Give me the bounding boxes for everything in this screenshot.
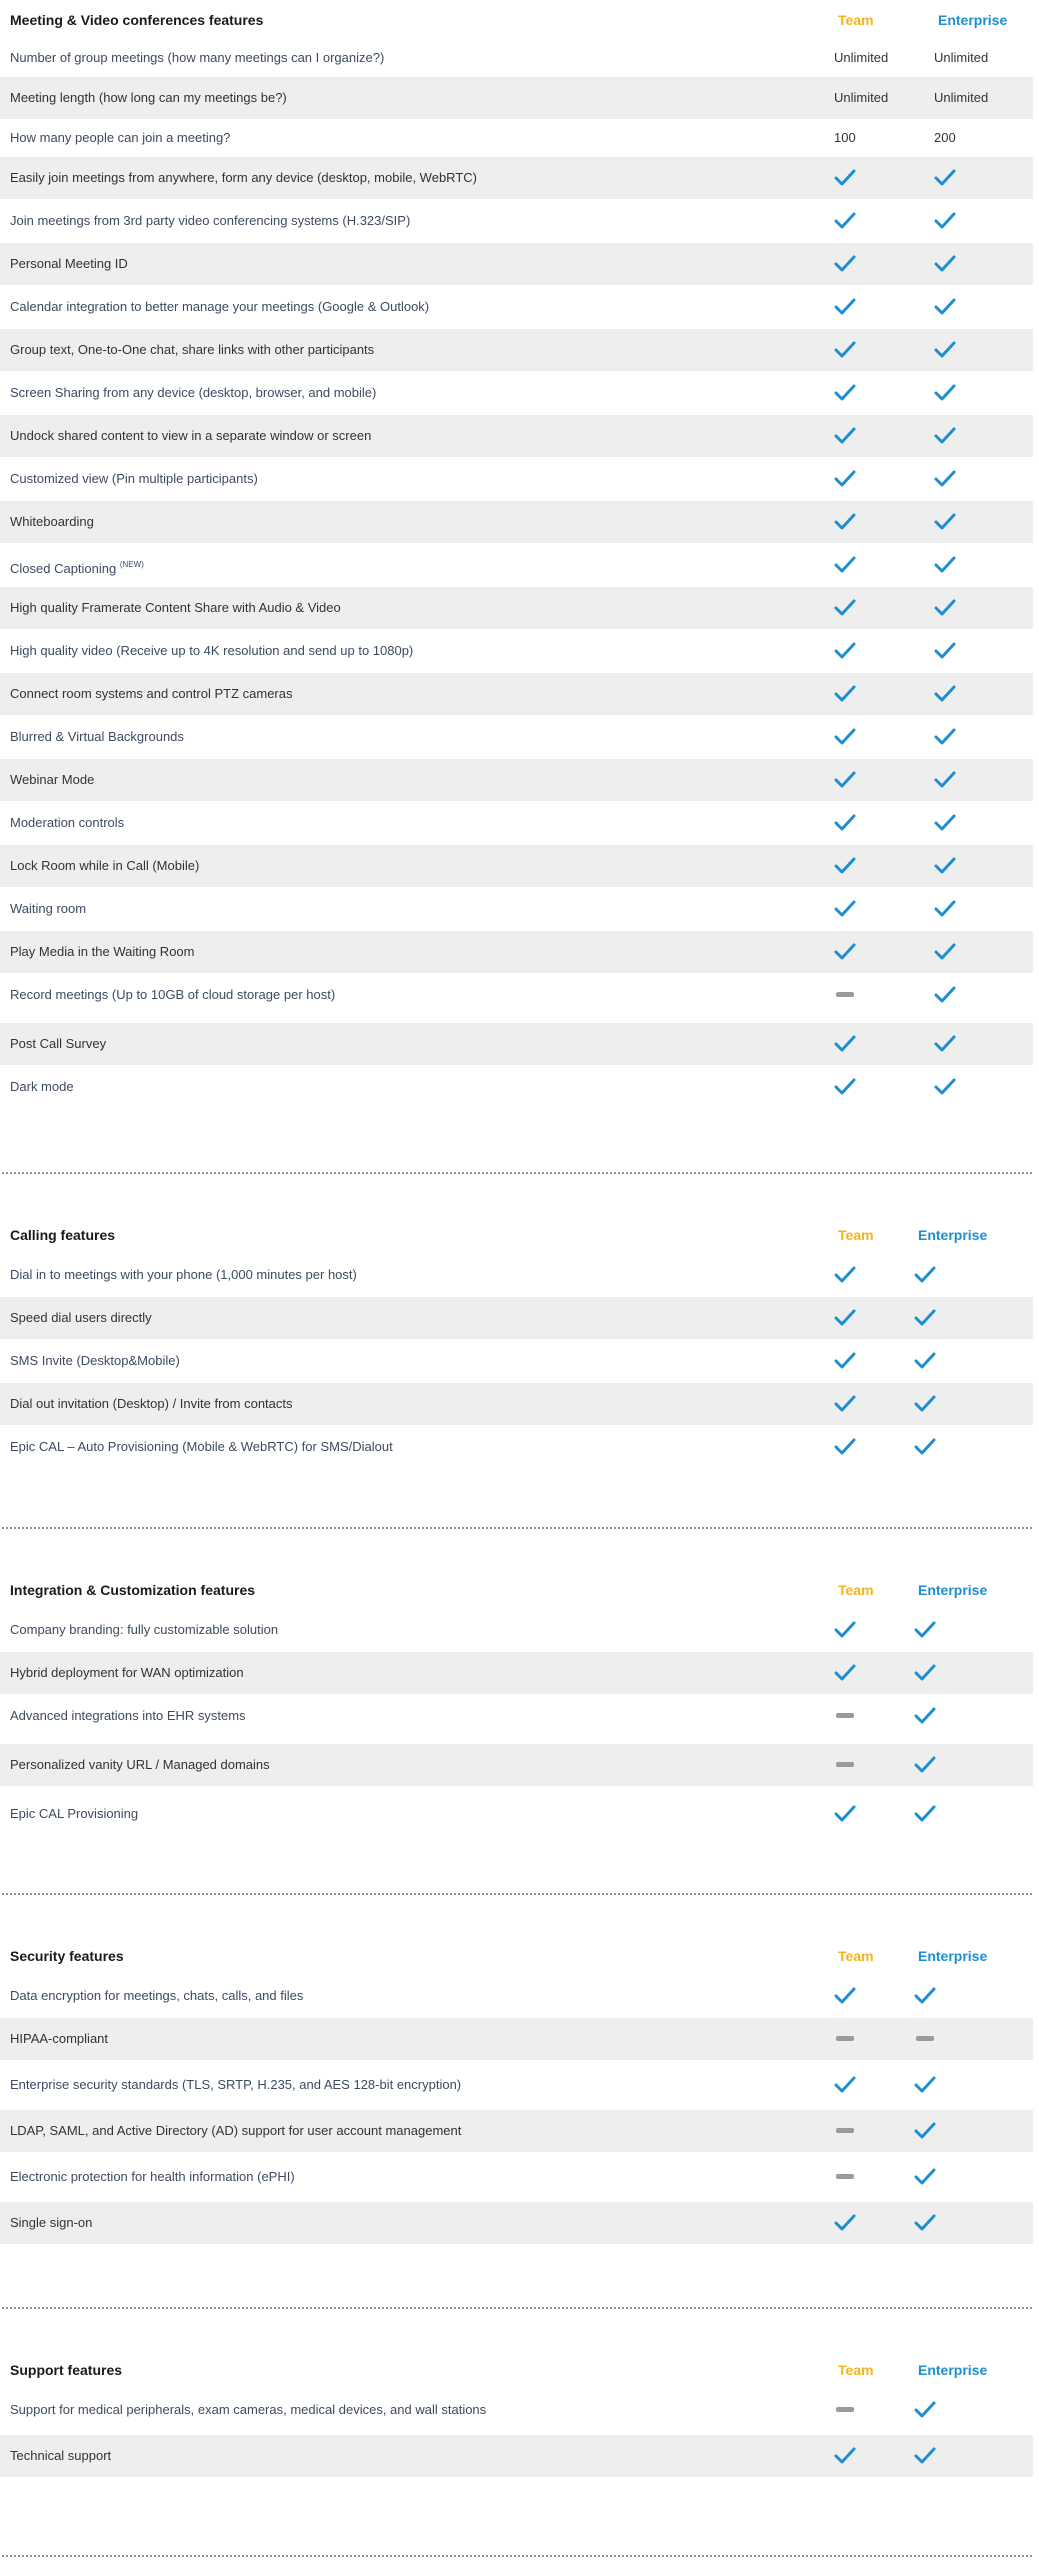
feature-label-text: SMS Invite (Desktop&Mobile) (10, 1353, 180, 1368)
feature-label (10, 716, 184, 758)
checkmark-icon-enterprise (934, 511, 956, 533)
checkmark-icon-team (834, 726, 856, 748)
column-header-team: Team (838, 1227, 874, 1243)
checkmark-icon-team (834, 1393, 856, 1415)
checkmark-icon-enterprise (934, 984, 956, 1006)
checkmark-icon-enterprise (934, 425, 956, 447)
feature-label-text: Personalized vanity URL / Managed domains (10, 1757, 270, 1772)
feature-label-text: Data encryption for meetings, chats, calls, and files (10, 1988, 304, 2003)
feature-label-text: Dial in to meetings with your phone (1,000 minutes per host) (10, 1267, 357, 1282)
table-row (0, 1383, 1033, 1425)
table-row (0, 243, 1033, 285)
column-header-enterprise: Enterprise (918, 1582, 988, 1598)
checkmark-icon-enterprise (914, 1436, 936, 1458)
feature-label-text: Screen Sharing from any device (desktop, browser, and mobile) (10, 385, 377, 400)
checkmark-icon-team (834, 1307, 856, 1329)
checkmark-icon-enterprise (914, 1705, 936, 1727)
feature-label-text: Record meetings (Up to 10GB of cloud storage per host) (10, 987, 336, 1002)
checkmark-icon-enterprise (934, 898, 956, 920)
checkmark-icon-enterprise (914, 2399, 936, 2421)
checkmark-icon-team (834, 1619, 856, 1641)
table-row (0, 1609, 1033, 1651)
feature-label-text: HIPAA-compliant (10, 2031, 109, 2046)
checkmark-icon-team (834, 2074, 856, 2096)
feature-label-text: Join meetings from 3rd party video conferencing systems (H.323/SIP) (10, 213, 411, 228)
feature-label (10, 888, 86, 930)
section-header (0, 10, 1039, 30)
table-row (0, 458, 1033, 500)
column-header-team: Team (838, 2362, 874, 2378)
feature-label (10, 931, 195, 973)
feature-label-text: Play Media in the Waiting Room (10, 944, 195, 959)
feature-label (10, 1254, 357, 1296)
dash-icon-team (834, 2166, 856, 2188)
dash-icon-team (834, 1754, 856, 1776)
team-value: Unlimited (834, 90, 889, 105)
table-row (0, 1652, 1033, 1694)
feature-label (10, 77, 287, 119)
feature-label-text: High quality Framerate Content Share with Audio & Video (10, 600, 341, 615)
checkmark-icon-enterprise (934, 339, 956, 361)
table-row (0, 2018, 1033, 2060)
feature-label-text: High quality video (Receive up to 4K resolution and send up to 1080p) (10, 643, 414, 658)
feature-label (10, 2389, 486, 2431)
section-header (0, 1580, 1039, 1600)
team-value: Unlimited (834, 50, 889, 65)
section-title: Meeting & Video conferences features (10, 12, 264, 28)
checkmark-icon-enterprise (914, 1803, 936, 1825)
table-row (0, 200, 1033, 242)
feature-label-text: Whiteboarding (10, 514, 94, 529)
feature-label (10, 1609, 278, 1651)
checkmark-icon-enterprise (914, 1619, 936, 1641)
table-row (0, 1744, 1033, 1786)
feature-label (10, 1744, 270, 1786)
checkmark-icon-team (834, 253, 856, 275)
feature-label-text: Meeting length (how long can my meetings be?) (10, 90, 287, 105)
table-row (0, 888, 1033, 930)
feature-label (10, 157, 477, 199)
feature-label (10, 1066, 74, 1108)
checkmark-icon-team (834, 941, 856, 963)
feature-label-text: Advanced integrations into EHR systems (10, 1708, 246, 1723)
feature-label-text: Waiting room (10, 901, 87, 916)
feature-label-text: Undock shared content to view in a separate window or screen (10, 428, 372, 443)
checkmark-icon-team (834, 511, 856, 533)
table-row (0, 2156, 1033, 2198)
checkmark-icon-enterprise (914, 2445, 936, 2467)
feature-label-text: Epic CAL – Auto Provisioning (Mobile & WebRTC) for SMS/Dialout (10, 1439, 393, 1454)
table-row (0, 77, 1033, 119)
checkmark-icon-enterprise (934, 683, 956, 705)
new-badge: (NEW) (119, 560, 144, 569)
checkmark-icon-enterprise (914, 1307, 936, 1329)
feature-label (10, 1426, 393, 1468)
feature-label (10, 1297, 152, 1339)
feature-label-text: Single sign-on (10, 2215, 93, 2230)
table-row (0, 157, 1033, 199)
checkmark-icon-enterprise (914, 1985, 936, 2007)
checkmark-icon-enterprise (934, 382, 956, 404)
feature-label (10, 1793, 138, 1835)
feature-label-text: Easily join meetings from anywhere, form any device (desktop, mobile, WebRTC) (10, 170, 477, 185)
feature-label-text: Dial out invitation (Desktop) / Invite from contacts (10, 1396, 293, 1411)
table-row (0, 845, 1033, 887)
checkmark-icon-team (834, 1033, 856, 1055)
section-divider (2, 2555, 1032, 2557)
section-header (0, 1225, 1039, 1245)
section-title: Calling features (10, 1227, 116, 1243)
table-row (0, 37, 1033, 79)
feature-label-text: Calendar integration to better manage your meetings (Google & Outlook) (10, 299, 430, 314)
checkmark-icon-team (834, 1076, 856, 1098)
feature-label (10, 2064, 461, 2106)
feature-label (10, 1975, 303, 2017)
table-row (0, 759, 1033, 801)
checkmark-icon-team (834, 468, 856, 490)
checkmark-icon-enterprise (934, 769, 956, 791)
checkmark-icon-enterprise (914, 2166, 936, 2188)
checkmark-icon-enterprise (914, 1350, 936, 1372)
column-header-enterprise: Enterprise (918, 1227, 988, 1243)
table-row (0, 1975, 1033, 2017)
feature-label (10, 1695, 246, 1737)
feature-label (10, 673, 293, 715)
table-row (0, 1023, 1033, 1065)
feature-label-text: Speed dial users directly (10, 1310, 152, 1325)
feature-label (10, 1383, 293, 1425)
section-divider (2, 1172, 1032, 1174)
feature-label (10, 37, 384, 79)
checkmark-icon-team (834, 1350, 856, 1372)
checkmark-icon-enterprise (934, 554, 956, 576)
checkmark-icon-team (834, 554, 856, 576)
table-row (0, 501, 1033, 543)
feature-label-text: Dark mode (10, 1079, 74, 1094)
feature-label-text: Enterprise security standards (TLS, SRTP, H.235, and AES 128-bit encryption) (10, 2077, 462, 2092)
feature-label (10, 117, 230, 159)
dash-icon-enterprise (914, 2028, 936, 2050)
feature-label-text: Closed Captioning (10, 561, 117, 576)
table-row (0, 630, 1033, 672)
feature-label (10, 372, 376, 414)
feature-label-text: Customized view (Pin multiple participants) (10, 471, 258, 486)
feature-label-text: Group text, One-to-One chat, share links with other participants (10, 342, 375, 357)
table-row (0, 1340, 1033, 1382)
feature-label (10, 1023, 106, 1065)
feature-label (10, 2018, 108, 2060)
column-header-team: Team (838, 1582, 874, 1598)
checkmark-icon-enterprise (934, 210, 956, 232)
section-title: Security features (10, 1948, 124, 1964)
checkmark-icon-enterprise (914, 1662, 936, 1684)
checkmark-icon-enterprise (914, 1393, 936, 1415)
table-row (0, 415, 1033, 457)
feature-label (10, 458, 258, 500)
table-row (0, 2389, 1033, 2431)
table-row (0, 286, 1033, 328)
table-row (0, 1793, 1033, 1835)
checkmark-icon-team (834, 597, 856, 619)
section-title: Support features (10, 2362, 123, 2378)
checkmark-icon-enterprise (934, 855, 956, 877)
feature-label (10, 587, 341, 629)
checkmark-icon-enterprise (934, 726, 956, 748)
feature-label (10, 974, 335, 1016)
feature-label (10, 1340, 180, 1382)
feature-label-text: Technical support (10, 2448, 112, 2463)
checkmark-icon-team (834, 382, 856, 404)
table-row (0, 1254, 1033, 1296)
table-row (0, 2202, 1033, 2244)
checkmark-icon-team (834, 167, 856, 189)
checkmark-icon-team (834, 769, 856, 791)
feature-label (10, 501, 94, 543)
team-value: 100 (834, 130, 856, 145)
checkmark-icon-enterprise (934, 640, 956, 662)
checkmark-icon-team (834, 640, 856, 662)
dash-icon-team (834, 984, 856, 1006)
feature-label (10, 243, 128, 285)
feature-label (10, 2202, 92, 2244)
feature-label (10, 544, 144, 586)
checkmark-icon-team (834, 1436, 856, 1458)
feature-label-text: Electronic protection for health information (ePHI) (10, 2169, 295, 2184)
table-row (0, 2435, 1033, 2477)
checkmark-icon-enterprise (934, 1033, 956, 1055)
feature-label (10, 845, 199, 887)
enterprise-value: Unlimited (934, 50, 989, 65)
feature-label-text: Post Call Survey (10, 1036, 107, 1051)
section-header (0, 2360, 1039, 2380)
feature-label-text: Personal Meeting ID (10, 256, 128, 271)
checkmark-icon-enterprise (914, 1264, 936, 1286)
checkmark-icon-enterprise (914, 2120, 936, 2142)
column-header-enterprise: Enterprise (918, 1948, 988, 1964)
feature-label (10, 2156, 295, 2198)
feature-label (10, 329, 374, 371)
table-row (0, 544, 1033, 586)
feature-label (10, 2110, 461, 2152)
section-divider (2, 2307, 1032, 2309)
table-row (0, 587, 1033, 629)
dash-icon-team (834, 2028, 856, 2050)
checkmark-icon-team (834, 1264, 856, 1286)
feature-label-text: Moderation controls (10, 815, 125, 830)
checkmark-icon-team (834, 1803, 856, 1825)
checkmark-icon-enterprise (934, 468, 956, 490)
feature-label-text: Connect room systems and control PTZ cameras (10, 686, 293, 701)
feature-label-text: Lock Room while in Call (Mobile) (10, 858, 200, 873)
checkmark-icon-team (834, 339, 856, 361)
table-row (0, 931, 1033, 973)
checkmark-icon-enterprise (934, 812, 956, 834)
table-row (0, 2064, 1033, 2106)
feature-label-text: Support for medical peripherals, exam cameras, medical devices, and wall stations (10, 2402, 487, 2417)
feature-label-text: Blurred & Virtual Backgrounds (10, 729, 184, 744)
table-row (0, 329, 1033, 371)
table-row (0, 974, 1033, 1016)
checkmark-icon-team (834, 1985, 856, 2007)
checkmark-icon-enterprise (934, 253, 956, 275)
feature-label (10, 415, 371, 457)
dash-icon-team (834, 2120, 856, 2142)
checkmark-icon-team (834, 2445, 856, 2467)
checkmark-icon-enterprise (934, 941, 956, 963)
checkmark-icon-team (834, 1662, 856, 1684)
feature-label-text: LDAP, SAML, and Active Directory (AD) support for user account management (10, 2123, 462, 2138)
checkmark-icon-team (834, 425, 856, 447)
feature-label-text: Company branding: fully customizable solution (10, 1622, 279, 1637)
checkmark-icon-enterprise (914, 2212, 936, 2234)
dash-icon-team (834, 2399, 856, 2421)
feature-label (10, 200, 410, 242)
checkmark-icon-team (834, 683, 856, 705)
feature-label (10, 802, 124, 844)
checkmark-icon-enterprise (914, 1754, 936, 1776)
enterprise-value: Unlimited (934, 90, 989, 105)
feature-label-text: Webinar Mode (10, 772, 95, 787)
section-divider (2, 1527, 1032, 1529)
table-row (0, 1695, 1033, 1737)
table-row (0, 1297, 1033, 1339)
table-row (0, 802, 1033, 844)
dash-icon-team (834, 1705, 856, 1727)
table-row (0, 1426, 1033, 1468)
enterprise-value: 200 (934, 130, 956, 145)
feature-label-text: Epic CAL Provisioning (10, 1806, 139, 1821)
checkmark-icon-enterprise (914, 2074, 936, 2096)
column-header-enterprise: Enterprise (918, 2362, 988, 2378)
checkmark-icon-team (834, 898, 856, 920)
column-header-team: Team (838, 12, 874, 28)
section-divider (2, 1893, 1032, 1895)
feature-label (10, 1652, 244, 1694)
checkmark-icon-enterprise (934, 1076, 956, 1098)
checkmark-icon-team (834, 210, 856, 232)
table-row (0, 1066, 1033, 1108)
table-row (0, 117, 1033, 159)
section-title: Integration & Customization features (10, 1582, 256, 1598)
table-row (0, 716, 1033, 758)
feature-label-text: Number of group meetings (how many meetings can I organize?) (10, 50, 385, 65)
column-header-team: Team (838, 1948, 874, 1964)
checkmark-icon-team (834, 855, 856, 877)
table-row (0, 673, 1033, 715)
checkmark-icon-enterprise (934, 296, 956, 318)
feature-label (10, 2435, 111, 2477)
checkmark-icon-team (834, 2212, 856, 2234)
feature-label (10, 286, 429, 328)
section-header (0, 1946, 1039, 1966)
feature-label-text: How many people can join a meeting? (10, 130, 231, 145)
table-row (0, 372, 1033, 414)
feature-label-text: Hybrid deployment for WAN optimization (10, 1665, 244, 1680)
checkmark-icon-enterprise (934, 167, 956, 189)
checkmark-icon-enterprise (934, 597, 956, 619)
column-header-enterprise: Enterprise (938, 12, 1008, 28)
table-row (0, 2110, 1033, 2152)
feature-label (10, 759, 94, 801)
feature-label (10, 630, 413, 672)
checkmark-icon-team (834, 296, 856, 318)
checkmark-icon-team (834, 812, 856, 834)
